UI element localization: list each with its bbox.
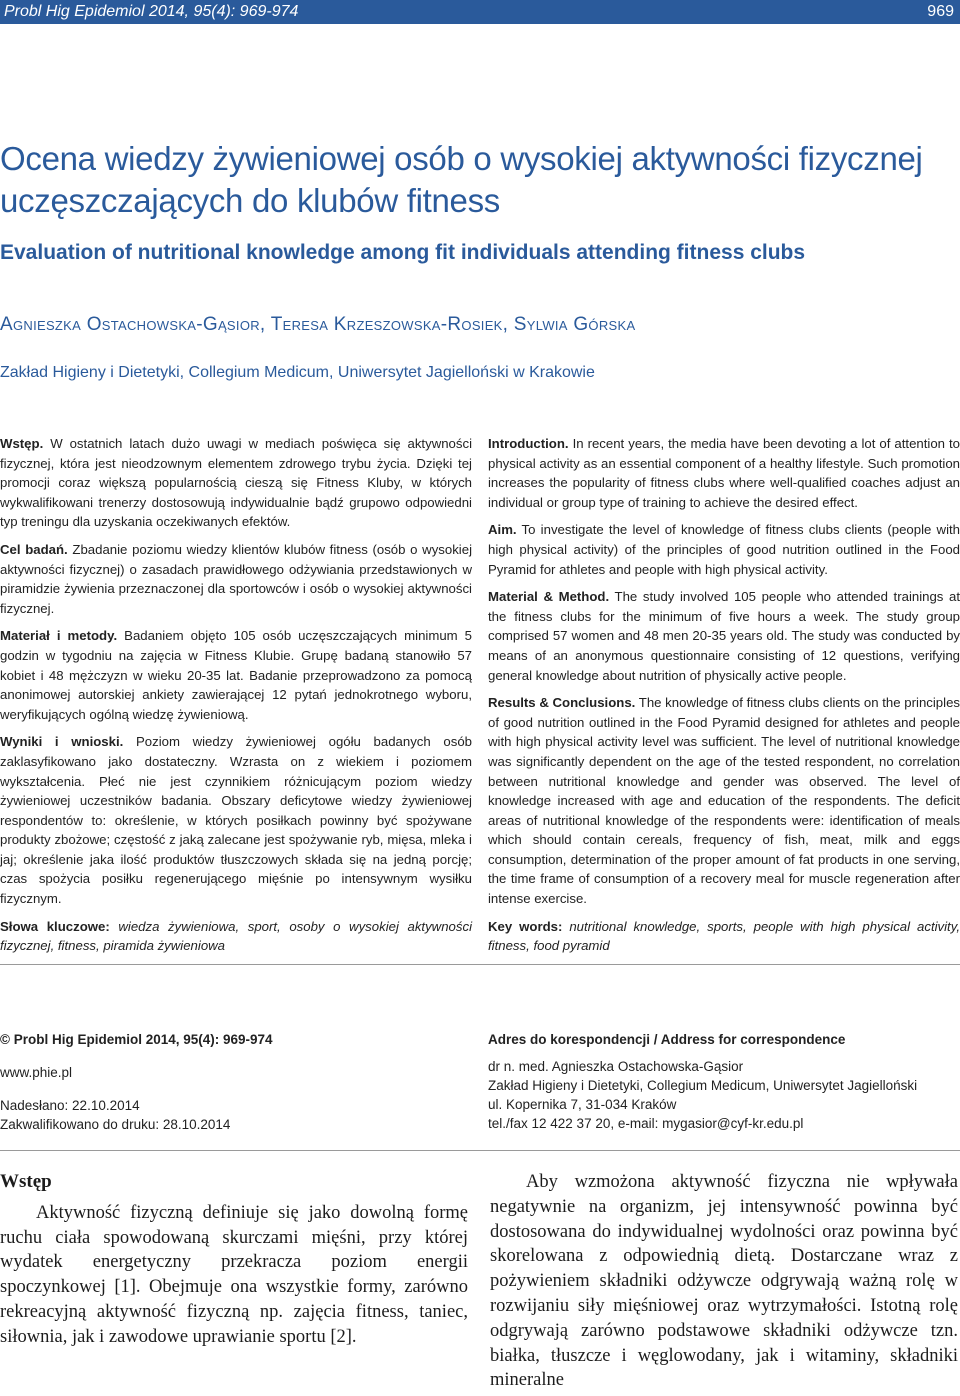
correspondence-line: Zakład Higieny i Dietetyki, Collegium Medicum, Uniwersytet Jagielloński: [488, 1078, 918, 1093]
abstract-en-paragraph: [488, 434, 960, 512]
keywords-pl-text: wiedza żywieniowa, sport, osoby o wysokiej aktywności fizycznej, fitness, piramida żywieniowa: [0, 918, 472, 954]
abstract-en-text: The study involved 105 people who attended trainings at the fitness clubs for the minimum of five hours a week. The study group comprised 57 women and 48 men 20-35 years old. The study was conducted by means of an anonymous questionnaire consisting of 12 questions, verifying general knowledge about nutrition of physically active people.: [488, 589, 960, 683]
abstract-pl-label: Wstęp.: [0, 436, 44, 451]
abstract-pl-text: W ostatnich latach dużo uwagi w mediach poświęca się aktywności fizycznej, która jest nieodzownym elementem zdrowego trybu życia. Dzięki tej promocji coraz większą popularnością cieszą się Fitness Kluby, w których wykwalifikowani trenerzy dostosowują indywidualnie bądź grupowo odpowiedni typ treningu dla uzyskania oczekiwanych efektów.: [0, 436, 472, 530]
publication-info: [0, 1030, 470, 1134]
abstract-english: [488, 434, 960, 964]
keywords-en-text: nutritional knowledge, sports, people with high physical activity, fitness, food pyramid: [488, 918, 960, 954]
abstract-en-label: Material & Method.: [488, 589, 610, 605]
article-title-polish: Ocena wiedzy żywieniowej osób o wysokiej aktywności fizycznej uczęszczających do klubów fitness: [0, 140, 923, 219]
abstract-pl-paragraph: [0, 434, 472, 532]
abstract-en-label: Results & Conclusions.: [488, 695, 636, 711]
abstract-pl-paragraph: [0, 732, 472, 908]
abstract-pl-text: Zbadanie poziomu wiedzy klientów klubów fitness (osób o wysokiej aktywności fizycznej) o zasadach prawidłowego odżywiania przedstawionych w piramidzie żywienia przeznaczonej dla sportowców i osób o wysokiej aktywności fizycznej.: [0, 541, 472, 616]
header-citation: Probl Hig Epidemiol 2014, 95(4): 969-974: [4, 3, 299, 20]
correspondence-heading: Adres do korespondencji / Address for correspondence: [488, 1032, 846, 1047]
affiliation: Zakład Higieny i Dietetyki, Collegium Medicum, Uniwersytet Jagielloński w Krakowie: [0, 364, 595, 381]
abstract-pl-label: Materiał i metody.: [0, 628, 118, 644]
abstract-pl-label: Wyniki i wnioski.: [0, 734, 124, 750]
correspondence-line[interactable]: tel./fax 12 422 37 20, e-mail: mygasior@cyf-kr.edu.pl: [488, 1116, 804, 1131]
journal-header-bar: [0, 0, 960, 24]
correspondence-line: dr n. med. Agnieszka Ostachowska-Gąsior: [488, 1059, 744, 1074]
abstract-polish: [0, 434, 472, 964]
abstract-pl-text: Poziom wiedzy żywieniowej ogółu badanych osób zaklasyfikowano jako dostateczny. Wzrasta on z wiekiem i poziomem wykształcenia. Płeć nie jest czynnikiem różnicującym poziom wiedzy żywieniowej uczestników badania. Obszary deficytowe wiedzy żywieniowej respondentów to: określenie, w których posiłkach powinny być spożywane produkty zbożowe; częstość z jaką zalecane jest spożywanie ryb, mięsa, mleka i jaj; określenie jaka ilość produktów tłuszczowych składa się na jedną porcję; czas spożycia posiłku regenerującego mięśnie po intensywnym wysiłku fizycznym.: [0, 734, 473, 907]
abstract-en-text: To investigate the level of knowledge of fitness clubs clients (people with high physical activity) of the principles of good nutrition outlined in the Food Pyramid for athletes and people with high physical activity.: [488, 522, 960, 577]
keywords-polish: [0, 917, 472, 956]
abstract-pl-paragraph: [0, 626, 472, 724]
article-title-english: Evaluation of nutritional knowledge among fit individuals attending fitness clubs: [0, 241, 806, 264]
correspondence-line: ul. Kopernika 7, 31-034 Kraków: [488, 1097, 677, 1112]
abstract-en-label: Introduction.: [488, 436, 569, 451]
abstract-en-paragraph: [488, 693, 960, 909]
section-heading: Wstęp: [0, 1171, 52, 1192]
abstract-pl-label: Cel badań.: [0, 541, 68, 557]
abstract-pl-paragraph: [0, 540, 472, 618]
keywords-en-label: Key words:: [488, 918, 563, 934]
divider-above-footer: [0, 964, 960, 965]
keywords-pl-label: Słowa kluczowe:: [0, 918, 110, 934]
abstract-en-label: Aim.: [488, 522, 517, 538]
body-column-right: [490, 1170, 958, 1393]
abstract-en-text: The knowledge of fitness clubs clients on the principles of good nutrition outlined in the Food Pyramid designed for athletes and people with high physical activity level was sufficient. The level of nutritional knowledge was significantly dependent on the age of the tested respondent, no correlation between nutritional knowledge and gender was observed. The level of knowledge increased with age and education of the respondents. The deficit areas of nutritional knowledge of the respondents were: identification of meals which should contain cereals, frequency of fish, meat, milk and eggs consumption, determination of the proper amount of fat products in one serving, the time frame of consumption of a recovery meal for muscle regeneration after intense exercise.: [488, 695, 960, 907]
header-page-number: 969: [927, 3, 954, 20]
abstract-en-paragraph: [488, 587, 960, 685]
body-paragraph: Aby wzmożona aktywność fizyczna nie wpływała negatywnie na organizm, jej intensywność powinna być dostosowana do indywidualnej wydolności oraz powinna być skorelowana z odpowiednią dietą. Dostarczane wraz z pożywieniem składniki odżywcze odgrywają ważną rolę w rozwijaniu siły mięśniowej oraz wytrzymałości. Istotną rolę odgrywają zarówno podstawowe składniki odżywcze tzn. białka, tłuszcze i węglowodany, jak i witaminy, składniki mineralne: [490, 1172, 958, 1391]
journal-website[interactable]: www.phie.pl: [0, 1065, 73, 1080]
received-date: Nadesłano: 22.10.2014: [0, 1098, 140, 1113]
body-paragraph: Aktywność fizyczną definiuje się jako dowolną formę ruchu ciała spowodowaną skurczami mięśni, przy której wydatek energetyczny przekracza poziom energii spoczynkowej [1]. Obejmuje ona wszystkie formy, zarówno rekreacyjną aktywność fizyczną np. zajęcia fitness, taniec, siłownia, jak i zawodowe uprawianie sportu [2].: [0, 1202, 468, 1347]
correspondence-address: [488, 1030, 960, 1133]
authors: Agnieszka Ostachowska-Gąsior, Teresa Krzeszowska-Rosiek, Sylwia Górska: [0, 314, 636, 335]
abstract-en-paragraph: [488, 520, 960, 579]
journal-copyright: © Probl Hig Epidemiol 2014, 95(4): 969-974: [0, 1032, 273, 1047]
abstract-pl-text: Badaniem objęto 105 osób uczęszczających minimum 5 godzin w tygodniu na zajęcia w Fitness Klubie. Grupę badaną stanowiło 57 kobiet i 48 mężczyzn w wieku 20-35 lat. Badanie przeprowadzono za pomocą anonimowej autorskiej ankiety zawierającej 12 pytań jednokrotnego wyboru, weryfikujących ogólną wiedzę żywieniową.: [0, 628, 472, 722]
body-column-left: [0, 1170, 468, 1350]
divider-above-body: [0, 1150, 960, 1151]
accepted-date: Zakwalifikowano do druku: 28.10.2014: [0, 1117, 231, 1132]
keywords-english: [488, 917, 960, 956]
abstract-en-text: In recent years, the media have been devoting a lot of attention to physical activity as an essential component of a healthy lifestyle. Such promotion increases the popularity of fitness clubs where well-qualified coaches adjust an individual or group type of training to achieve the desired effect.: [488, 436, 960, 510]
